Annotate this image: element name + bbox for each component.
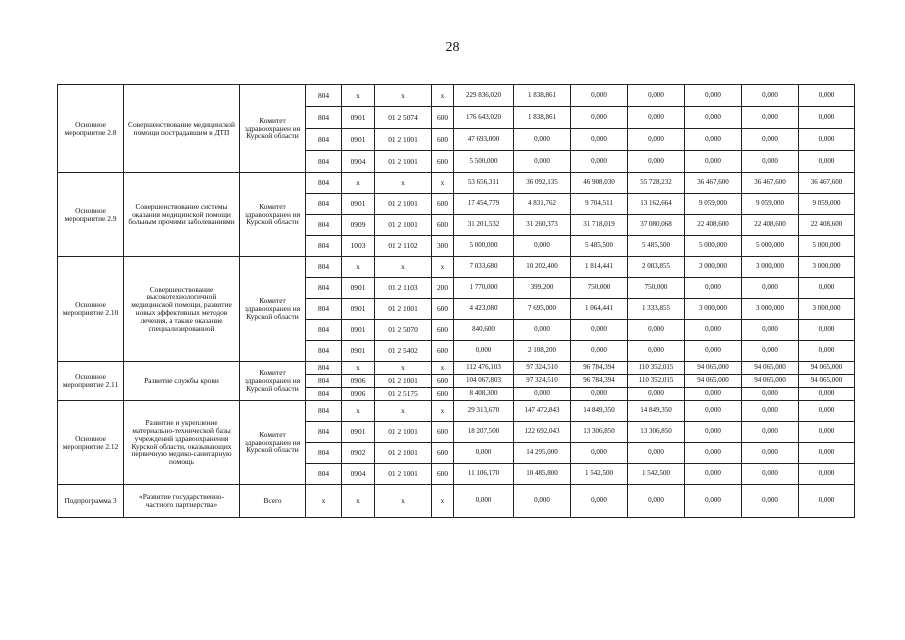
vr-cell: 600: [432, 107, 454, 129]
csr-cell: 01 2 1001: [375, 151, 432, 173]
csr-cell: x: [375, 485, 432, 518]
value-cell: 750,000: [571, 278, 628, 299]
csr-cell: 01 2 1103: [375, 278, 432, 299]
table-row: [58, 485, 855, 518]
value-cell: 0,000: [799, 85, 855, 107]
rz-pr-cell: x: [342, 257, 375, 278]
rz-pr-cell: 0902: [342, 443, 375, 464]
value-cell: 0,000: [742, 151, 799, 173]
value-cell: 0,000: [685, 443, 742, 464]
value-cell: 94 065,000: [742, 362, 799, 375]
value-cell: 13 162,664: [628, 194, 685, 215]
value-cell: 17 454,779: [454, 194, 514, 215]
rz-pr-cell: 0901: [342, 299, 375, 320]
value-cell: 112 476,103: [454, 362, 514, 375]
value-cell: 94 065,000: [799, 362, 855, 375]
value-cell: 0,000: [571, 341, 628, 362]
executor-cell: Комитет здравоохранен ия Курской области: [240, 401, 306, 485]
vr-cell: 600: [432, 443, 454, 464]
value-cell: 0,000: [685, 388, 742, 401]
rz-pr-cell: 0906: [342, 388, 375, 401]
status-cell: Подпрограмма 3: [58, 485, 124, 518]
value-cell: 7 695,000: [514, 299, 571, 320]
value-cell: 31 260,373: [514, 215, 571, 236]
vr-cell: x: [432, 401, 454, 422]
value-cell: 0,000: [514, 236, 571, 257]
value-cell: 1 333,855: [628, 299, 685, 320]
vr-cell: 600: [432, 194, 454, 215]
rz-pr-cell: x: [342, 85, 375, 107]
value-cell: 0,000: [685, 85, 742, 107]
value-cell: 0,000: [571, 151, 628, 173]
rz-pr-cell: 0901: [342, 194, 375, 215]
status-cell: Основное мероприятие 2.9: [58, 173, 124, 257]
value-cell: 47 693,000: [454, 129, 514, 151]
value-cell: 0,000: [628, 107, 685, 129]
value-cell: 0,000: [685, 107, 742, 129]
value-cell: 0,000: [514, 151, 571, 173]
csr-cell: 01 2 1001: [375, 129, 432, 151]
value-cell: 5 485,500: [628, 236, 685, 257]
value-cell: 18 207,500: [454, 422, 514, 443]
grbs-cell: 804: [306, 401, 342, 422]
value-cell: 55 728,232: [628, 173, 685, 194]
grbs-cell: 804: [306, 341, 342, 362]
value-cell: 0,000: [742, 464, 799, 485]
value-cell: 1 542,500: [628, 464, 685, 485]
value-cell: 0,000: [514, 485, 571, 518]
value-cell: 14 295,000: [514, 443, 571, 464]
measure-name-cell: Совершенствование медицинской помощи пострадавшим в ДТП: [124, 85, 240, 173]
grbs-cell: 804: [306, 388, 342, 401]
value-cell: 229 836,020: [454, 85, 514, 107]
value-cell: 1 838,861: [514, 107, 571, 129]
value-cell: 0,000: [514, 388, 571, 401]
rz-pr-cell: 0904: [342, 464, 375, 485]
csr-cell: 01 2 1102: [375, 236, 432, 257]
value-cell: 5 500,000: [454, 151, 514, 173]
executor-cell: Комитет здравоохранен ия Курской области: [240, 85, 306, 173]
value-cell: 0,000: [799, 151, 855, 173]
value-cell: 53 656,311: [454, 173, 514, 194]
vr-cell: x: [432, 257, 454, 278]
grbs-cell: 804: [306, 194, 342, 215]
value-cell: 1 542,500: [571, 464, 628, 485]
value-cell: 36 467,600: [742, 173, 799, 194]
vr-cell: 600: [432, 299, 454, 320]
value-cell: 0,000: [742, 107, 799, 129]
measure-name-cell: «Развитие государственно-частного партнерства»: [124, 485, 240, 518]
value-cell: 3 000,000: [685, 257, 742, 278]
rz-pr-cell: 0909: [342, 215, 375, 236]
csr-cell: 01 2 1001: [375, 443, 432, 464]
csr-cell: 01 2 1001: [375, 194, 432, 215]
rz-pr-cell: 0901: [342, 129, 375, 151]
rz-pr-cell: 0901: [342, 107, 375, 129]
value-cell: 0,000: [685, 401, 742, 422]
value-cell: 0,000: [685, 278, 742, 299]
vr-cell: 600: [432, 215, 454, 236]
value-cell: 9 059,000: [685, 194, 742, 215]
rz-pr-cell: x: [342, 401, 375, 422]
value-cell: 147 472,843: [514, 401, 571, 422]
measure-name-cell: Развитие службы крови: [124, 362, 240, 401]
value-cell: 8 408,300: [454, 388, 514, 401]
csr-cell: 01 2 1001: [375, 464, 432, 485]
vr-cell: 300: [432, 236, 454, 257]
value-cell: 0,000: [685, 341, 742, 362]
rz-pr-cell: x: [342, 362, 375, 375]
grbs-cell: 804: [306, 107, 342, 129]
value-cell: 22 408,600: [799, 215, 855, 236]
table-body: [58, 85, 855, 518]
grbs-cell: 804: [306, 422, 342, 443]
grbs-cell: 804: [306, 236, 342, 257]
value-cell: 0,000: [685, 422, 742, 443]
value-cell: 0,000: [628, 485, 685, 518]
value-cell: 5 000,000: [742, 236, 799, 257]
value-cell: 0,000: [628, 129, 685, 151]
value-cell: 4 423,080: [454, 299, 514, 320]
vr-cell: 600: [432, 464, 454, 485]
value-cell: 0,000: [454, 485, 514, 518]
value-cell: 2 108,200: [514, 341, 571, 362]
grbs-cell: 804: [306, 362, 342, 375]
vr-cell: 600: [432, 320, 454, 341]
value-cell: 0,000: [685, 151, 742, 173]
value-cell: 0,000: [628, 320, 685, 341]
executor-cell: Комитет здравоохранен ия Курской области: [240, 257, 306, 362]
vr-cell: x: [432, 362, 454, 375]
value-cell: 2 083,855: [628, 257, 685, 278]
budget-table: [57, 84, 855, 518]
value-cell: 0,000: [571, 320, 628, 341]
value-cell: 1 770,000: [454, 278, 514, 299]
table-row: [58, 401, 855, 422]
grbs-cell: 804: [306, 278, 342, 299]
value-cell: 37 080,068: [628, 215, 685, 236]
value-cell: 0,000: [628, 341, 685, 362]
csr-cell: x: [375, 173, 432, 194]
value-cell: 0,000: [742, 388, 799, 401]
table-row: [58, 85, 855, 107]
value-cell: 94 065,000: [685, 375, 742, 388]
value-cell: 96 784,394: [571, 375, 628, 388]
vr-cell: x: [432, 173, 454, 194]
value-cell: 22 408,600: [685, 215, 742, 236]
vr-cell: 200: [432, 278, 454, 299]
grbs-cell: 804: [306, 257, 342, 278]
value-cell: 9 059,000: [799, 194, 855, 215]
executor-cell: Комитет здравоохранен ия Курской области: [240, 173, 306, 257]
value-cell: 4 831,762: [514, 194, 571, 215]
grbs-cell: 804: [306, 443, 342, 464]
vr-cell: 600: [432, 375, 454, 388]
measure-name-cell: Совершенствование системы оказания медицинской помощи больным прочими заболеваниями: [124, 173, 240, 257]
value-cell: 22 408,600: [742, 215, 799, 236]
value-cell: 14 849,350: [628, 401, 685, 422]
value-cell: 0,000: [742, 422, 799, 443]
vr-cell: 600: [432, 151, 454, 173]
grbs-cell: 804: [306, 85, 342, 107]
value-cell: 0,000: [799, 278, 855, 299]
value-cell: 0,000: [799, 443, 855, 464]
value-cell: 0,000: [799, 485, 855, 518]
value-cell: 5 000,000: [685, 236, 742, 257]
csr-cell: 01 2 5074: [375, 107, 432, 129]
value-cell: 3 000,000: [685, 299, 742, 320]
value-cell: 0,000: [685, 464, 742, 485]
value-cell: 9 059,000: [742, 194, 799, 215]
grbs-cell: 804: [306, 375, 342, 388]
value-cell: 0,000: [799, 107, 855, 129]
value-cell: 13 306,850: [571, 422, 628, 443]
rz-pr-cell: 0901: [342, 320, 375, 341]
table-row: [58, 173, 855, 194]
rz-pr-cell: 0901: [342, 422, 375, 443]
value-cell: 31 718,019: [571, 215, 628, 236]
rz-pr-cell: 1003: [342, 236, 375, 257]
value-cell: 7 033,680: [454, 257, 514, 278]
value-cell: 96 784,394: [571, 362, 628, 375]
value-cell: 0,000: [628, 151, 685, 173]
csr-cell: x: [375, 85, 432, 107]
value-cell: 110 352,015: [628, 362, 685, 375]
value-cell: 0,000: [799, 422, 855, 443]
value-cell: 0,000: [799, 341, 855, 362]
value-cell: 0,000: [742, 401, 799, 422]
value-cell: 97 324,510: [514, 375, 571, 388]
vr-cell: x: [432, 485, 454, 518]
vr-cell: 600: [432, 422, 454, 443]
value-cell: 0,000: [628, 388, 685, 401]
value-cell: 0,000: [799, 129, 855, 151]
value-cell: 36 467,600: [799, 173, 855, 194]
value-cell: 0,000: [514, 129, 571, 151]
table-row: [58, 257, 855, 278]
vr-cell: 600: [432, 129, 454, 151]
value-cell: 0,000: [571, 485, 628, 518]
rz-pr-cell: 0904: [342, 151, 375, 173]
value-cell: 10 202,400: [514, 257, 571, 278]
value-cell: 0,000: [571, 443, 628, 464]
value-cell: 1 814,441: [571, 257, 628, 278]
csr-cell: 01 2 5402: [375, 341, 432, 362]
value-cell: 97 324,510: [514, 362, 571, 375]
value-cell: 36 467,600: [685, 173, 742, 194]
value-cell: 104 067,803: [454, 375, 514, 388]
value-cell: 750,000: [628, 278, 685, 299]
value-cell: 176 643,020: [454, 107, 514, 129]
value-cell: 0,000: [628, 443, 685, 464]
vr-cell: 600: [432, 341, 454, 362]
status-cell: Основное мероприятие 2.10: [58, 257, 124, 362]
table-row: [58, 362, 855, 375]
value-cell: 0,000: [799, 401, 855, 422]
rz-pr-cell: x: [342, 173, 375, 194]
csr-cell: 01 2 5070: [375, 320, 432, 341]
value-cell: 10 485,800: [514, 464, 571, 485]
grbs-cell: 804: [306, 129, 342, 151]
rz-pr-cell: 0901: [342, 278, 375, 299]
value-cell: 5 000,000: [799, 236, 855, 257]
grbs-cell: 804: [306, 320, 342, 341]
grbs-cell: 804: [306, 299, 342, 320]
value-cell: 0,000: [742, 485, 799, 518]
value-cell: 0,000: [454, 443, 514, 464]
value-cell: 11 106,170: [454, 464, 514, 485]
value-cell: 399,200: [514, 278, 571, 299]
rz-pr-cell: 0901: [342, 341, 375, 362]
page-number: 28: [445, 40, 460, 55]
vr-cell: x: [432, 85, 454, 107]
csr-cell: x: [375, 362, 432, 375]
value-cell: 0,000: [514, 320, 571, 341]
value-cell: 46 908,030: [571, 173, 628, 194]
value-cell: 3 000,000: [799, 257, 855, 278]
value-cell: 0,000: [742, 443, 799, 464]
value-cell: 0,000: [742, 320, 799, 341]
grbs-cell: 804: [306, 151, 342, 173]
measure-name-cell: Совершенствование высокотехнологичной медицинской помощи, развитие новых эффективных методов лечения, а также оказание специализированной: [124, 257, 240, 362]
value-cell: 0,000: [742, 278, 799, 299]
value-cell: 13 306,850: [628, 422, 685, 443]
csr-cell: x: [375, 257, 432, 278]
value-cell: 1 838,861: [514, 85, 571, 107]
value-cell: 94 065,000: [799, 375, 855, 388]
value-cell: 0,000: [742, 341, 799, 362]
value-cell: 1 064,441: [571, 299, 628, 320]
executor-cell: Всего: [240, 485, 306, 518]
status-cell: Основное мероприятие 2.8: [58, 85, 124, 173]
csr-cell: 01 2 1001: [375, 422, 432, 443]
grbs-cell: 804: [306, 215, 342, 236]
status-cell: Основное мероприятие 2.12: [58, 401, 124, 485]
value-cell: 94 065,000: [685, 362, 742, 375]
csr-cell: 01 2 5175: [375, 388, 432, 401]
value-cell: 0,000: [685, 485, 742, 518]
value-cell: 14 849,350: [571, 401, 628, 422]
value-cell: 0,000: [799, 320, 855, 341]
value-cell: 5 000,000: [454, 236, 514, 257]
value-cell: 122 692,043: [514, 422, 571, 443]
value-cell: 0,000: [742, 129, 799, 151]
value-cell: 0,000: [799, 464, 855, 485]
value-cell: 36 092,135: [514, 173, 571, 194]
value-cell: 0,000: [742, 85, 799, 107]
value-cell: 29 313,670: [454, 401, 514, 422]
value-cell: 3 000,000: [799, 299, 855, 320]
value-cell: 110 352,015: [628, 375, 685, 388]
value-cell: 5 485,500: [571, 236, 628, 257]
value-cell: 0,000: [799, 388, 855, 401]
vr-cell: 600: [432, 388, 454, 401]
csr-cell: 01 2 1001: [375, 215, 432, 236]
executor-cell: Комитет здравоохранен ия Курской области: [240, 362, 306, 401]
status-cell: Основное мероприятие 2.11: [58, 362, 124, 401]
value-cell: 840,600: [454, 320, 514, 341]
value-cell: 0,000: [628, 85, 685, 107]
grbs-cell: x: [306, 485, 342, 518]
value-cell: 0,000: [454, 341, 514, 362]
rz-pr-cell: 0906: [342, 375, 375, 388]
csr-cell: 01 2 1001: [375, 375, 432, 388]
value-cell: 0,000: [571, 388, 628, 401]
value-cell: 0,000: [685, 129, 742, 151]
value-cell: 0,000: [571, 107, 628, 129]
value-cell: 0,000: [571, 85, 628, 107]
value-cell: 94 065,000: [742, 375, 799, 388]
grbs-cell: 804: [306, 173, 342, 194]
grbs-cell: 804: [306, 464, 342, 485]
value-cell: 3 000,000: [742, 257, 799, 278]
value-cell: 0,000: [571, 129, 628, 151]
value-cell: 31 201,532: [454, 215, 514, 236]
rz-pr-cell: x: [342, 485, 375, 518]
measure-name-cell: Развитие и укрепление материально-технической базы учреждений здравоохранения Курской области, оказывающих первичную медико-санитарную помощь: [124, 401, 240, 485]
csr-cell: 01 2 1001: [375, 299, 432, 320]
value-cell: 9 704,511: [571, 194, 628, 215]
csr-cell: x: [375, 401, 432, 422]
value-cell: 0,000: [685, 320, 742, 341]
value-cell: 3 000,000: [742, 299, 799, 320]
